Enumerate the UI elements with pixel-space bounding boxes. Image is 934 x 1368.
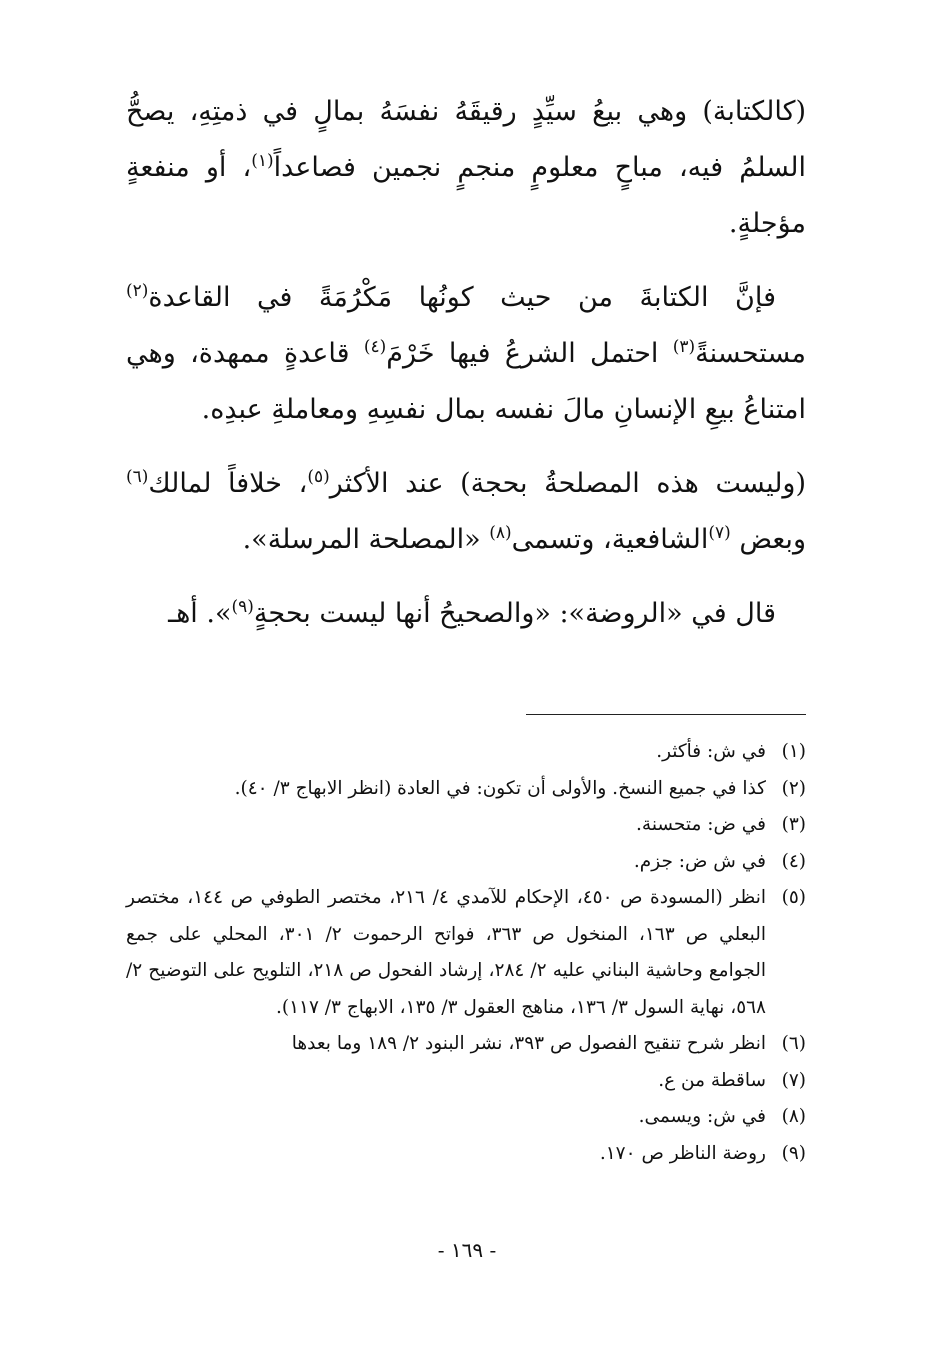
footnote-item [126, 1099, 806, 1136]
footnote-item [126, 1063, 806, 1100]
footnote-text: انظر شرح تنقيح الفصول ص ٣٩٣، نشر البنود ٢/ ١٨٩ وما بعدها [291, 1033, 766, 1054]
footnote-number: (٤) [781, 850, 806, 872]
footnote-text: ساقطة من ع. [658, 1069, 766, 1091]
footnote-number: (٢) [781, 777, 806, 799]
footnote-text: انظر (المسودة ص ٤٥٠، الإحكام للآمدي ٤/ ٢١٦، مختصر الطوفي ص ١٤٤، مختصر البعلي ص ١٦٣، المنخول ص ٣٦٣، فواتح الرحموت ٢/ ٣٠١، المحلي على جمع الجوامع وحاشية البناني عليه ٢/ ٢٨٤، إرشاد الفحول ص ٢١٨، التلويح على التوضيح ٢/ ٥٦٨، نهاية السول ٣/ ١٣٦، مناهج العقول ٣/ ١٣٥، الابهاج ٣/ ١١٧). [126, 887, 767, 1018]
footnote-divider [526, 714, 806, 715]
footnote-ref-6: (٦) [126, 467, 149, 487]
page-number: - ١٦٩ - [437, 1238, 497, 1262]
footnote-item [126, 734, 806, 771]
footnote-ref-4: (٤) [363, 337, 387, 357]
footnote-item [126, 1026, 806, 1063]
footnote-text: في ش: فأكثر. [656, 741, 766, 762]
footnote-text: روضة الناظر ص ١٧٠. [599, 1142, 766, 1164]
paragraph-explanation: فإنَّ الكتابةَ من حيث كونُها مَكْرُمَةً في القاعدة$^{(٢)}$ مستحسنةً$^{(٣)}$ احتمل الشرعُ فيها خَرْمَ$^{(٤)}$ قاعدةٍ ممهدة، وهي امتناعُ بيعِ الإنسانِ مالَ نفسه بمال نفسِهِ ومعاملةِ عبدِه. [126, 281, 806, 425]
footnote-ref-9: (٩) [231, 597, 254, 617]
footnote-ref-7: (٧) [708, 523, 731, 543]
footnote-number: (١) [781, 741, 806, 762]
footnote-item [126, 771, 806, 808]
paragraph-kitaba: (كالكتابة) وهي بيعُ سيِّدٍ رقيقَهُ نفسَهُ بمالٍ في ذمتِهِ، يصحُّ السلمُ فيه، مباحٍ معلومٍ منجمٍ نجمين فصاعداً$^{(١)}$، أو منفعةٍ مؤجلةٍ. [126, 96, 806, 239]
footnote-number: (٣) [781, 814, 806, 835]
paragraph-maslaha: (وليست هذه المصلحةُ بحجة) عند الأكثر$^{(٥)}$، خلافاً لمالك$^{(٦)}$ وبعض $^{(٧)}$الشافعية، وتسمى$^{(٨)}$ «المصلحة المرسلة». [126, 467, 807, 555]
footnote-number: (٥) [781, 887, 806, 908]
footnote-number: (٩) [781, 1142, 806, 1164]
footnote-ref-3: (٣) [672, 337, 696, 357]
footnote-text: كذا في جميع النسخ. والأولى أن تكون: في العادة (انظر الابهاج ٣/ ٤٠). [234, 777, 766, 799]
paragraph-rawda-quote: قال في «الروضة»: «والصحيحُ أنها ليست بحجةٍ$^{(٩)}$». أهـ [168, 597, 776, 629]
footnote-item [126, 1136, 806, 1173]
footnote-ref-8: (٨) [489, 523, 512, 543]
footnote-text: في ش: ويسمى. [638, 1106, 766, 1127]
main-text [126, 84, 806, 660]
footnote-ref-5: (٥) [307, 467, 330, 487]
footnote-number: (٧) [781, 1069, 806, 1091]
footnote-item [126, 880, 806, 1026]
footnote-number: (٦) [781, 1033, 806, 1054]
footnote-ref-1: (١) [251, 151, 274, 171]
footnote-item [126, 807, 806, 844]
footnote-text: في ض: متحسنة. [636, 814, 766, 835]
footnote-number: (٨) [781, 1106, 806, 1127]
footnote-item [126, 844, 806, 881]
footnote-ref-2: (٢) [126, 281, 149, 301]
footnote-text: في ش ض: جزم. [633, 850, 766, 872]
footnotes [126, 734, 806, 1172]
